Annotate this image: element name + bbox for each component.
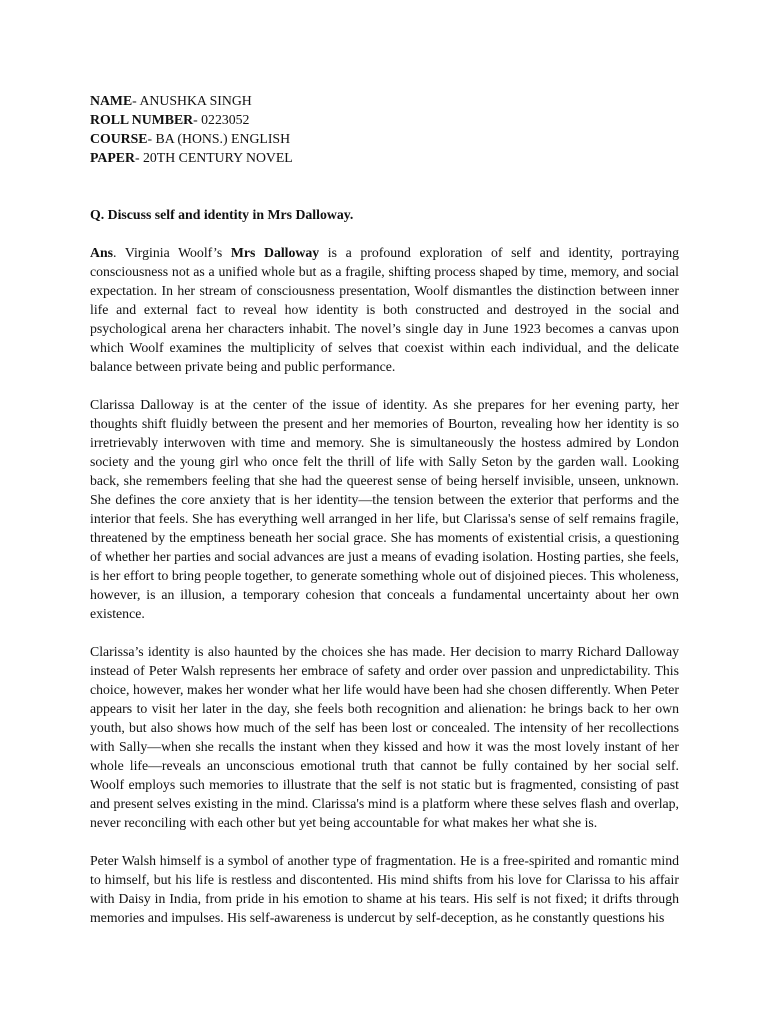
name-label: NAME xyxy=(90,93,133,108)
paper-value: - 20TH CENTURY NOVEL xyxy=(134,150,293,165)
course-label: COURSE xyxy=(90,131,148,146)
answer-paragraph-1 xyxy=(90,243,679,376)
answer-paragraph-3: Clarissa’s identity is also haunted by the choices she has made. Her decision to marry Richard Dalloway instead of Peter Walsh represents her embrace of safety and order over passion and unpredictability. This choice, however, makes her wonder what her life would have been had she chosen differently. When Peter appears to visit her later in the day, she feels both recognition and alienation: he brings back to her own youth, but also shows how much of the self has been lost or concealed. The intensity of her recollections with Sally—when she recalls the instant when they kissed and how it was the most lovely instant of her whole life—reveals an unconscious emotional truth that cannot be fully contained by her social self. Woolf employs such memories to illustrate that the self is not static but is fragmented, consisting of past and present selves existing in the mind. Clarissa's mind is a platform where these selves flash and overlap, never reconciling with each other but yet being accountable for what makes her what she is. xyxy=(90,644,679,830)
paragraph-1-body: is a profound exploration of self and identity, portraying consciousness not as a unified whole but as a fragile, shifting process shaped by time, memory, and social expectation. In her stream of consciousness presentation, Woolf dismantles the distinction between inner life and external fact to reveal how identity is both constructed and destroyed in the social and psychological arena her characters inhabit. The novel’s single day in June 1923 becomes a canvas upon which Woolf examines the multiplicity of selves that coexist within each individual, and the delicate balance between private being and public performance. xyxy=(90,245,680,374)
answer-paragraph-4: Peter Walsh himself is a symbol of another type of fragmentation. He is a free-spirited and romantic mind to himself, but his life is restless and discontented. His mind shifts from his love for Clarissa to his affair with Daisy in India, from pride in his emotion to shame at his tears. His self is not fixed; it drifts through memories and impulses. His self-awareness is undercut by self-deception, as he constantly questions his xyxy=(90,853,679,925)
novel-title: Mrs Dalloway xyxy=(230,245,320,260)
ans-label: Ans xyxy=(90,245,114,260)
paragraph-1-intro: . Virginia Woolf’s xyxy=(113,245,231,260)
roll-label: ROLL NUMBER xyxy=(90,112,194,127)
course-line xyxy=(90,129,679,148)
question-heading: Q. Discuss self and identity in Mrs Dalloway. xyxy=(90,207,354,222)
paper-label: PAPER xyxy=(90,150,135,165)
course-value: - BA (HONS.) ENGLISH xyxy=(147,131,291,146)
roll-value: - 0223052 xyxy=(193,112,250,127)
roll-number-line xyxy=(90,110,679,129)
student-name-line xyxy=(90,91,679,110)
paper-line xyxy=(90,148,679,167)
answer-paragraph-2: Clarissa Dalloway is at the center of the issue of identity. As she prepares for her evening party, her thoughts shift fluidly between the present and her memories of Bourton, revealing how her identity is so irretrievably interwoven with time and memory. She is simultaneously the hostess admired by London society and the young girl who once felt the thrill of life with Sally Seton by the garden wall. Looking back, she remembers feeling that she had the queerest sense of being herself invisible, unseen, unknown. She defines the core anxiety that is her identity—the tension between the exterior that performs and the interior that feels. She has everything well arranged in her life, but Clarissa's sense of self remains fragile, threatened by the emptiness beneath her social grace. She has moments of existential crisis, a questioning of whether her parties and social advances are just a means of evading isolation. Hosting parties, she feels, is her effort to bring people together, to generate something whole out of disjoined pieces. This wholeness, however, is an illusion, a temporary cohesion that conceals a fundamental uncertainty about her own existence. xyxy=(90,397,679,621)
name-value: - ANUSHKA SINGH xyxy=(132,93,252,108)
